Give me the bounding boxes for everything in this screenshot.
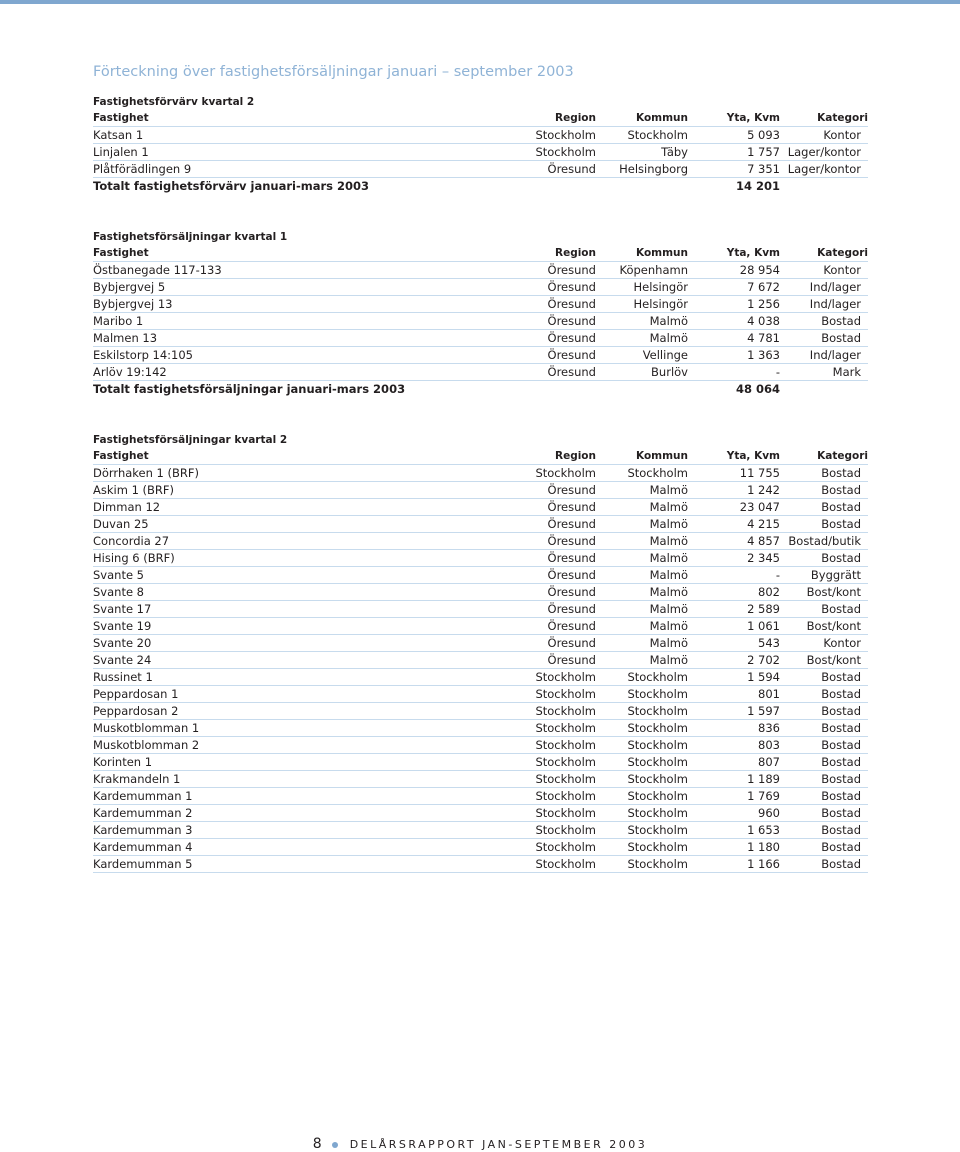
cell-fastighet: Korinten 1 bbox=[93, 755, 153, 769]
cell-kommun: Malmö bbox=[649, 483, 688, 497]
header-kommun: Kommun bbox=[636, 112, 688, 124]
cell-fastighet: Bybjergvej 5 bbox=[93, 280, 166, 294]
bullet-dot bbox=[332, 1142, 338, 1148]
cell-kategori: Bost/kont bbox=[806, 619, 861, 633]
top-accent-bar bbox=[0, 0, 960, 4]
cell-kategori: Bostad bbox=[821, 857, 861, 871]
cell-yta: 1 180 bbox=[747, 840, 780, 854]
cell-fastighet: Linjalen 1 bbox=[93, 145, 149, 159]
cell-fastighet: Peppardosan 2 bbox=[93, 704, 179, 718]
cell-kommun: Köpenhamn bbox=[619, 263, 688, 277]
header-region: Region bbox=[554, 112, 596, 124]
cell-fastighet: Muskotblomman 1 bbox=[93, 721, 200, 735]
cell-kategori: Bostad bbox=[821, 466, 861, 480]
cell-yta: 1 757 bbox=[747, 145, 780, 159]
table-row bbox=[93, 279, 868, 296]
table-row bbox=[93, 330, 868, 347]
cell-kategori: Bostad bbox=[821, 687, 861, 701]
cell-yta: 7 672 bbox=[747, 280, 780, 294]
cell-region: Stockholm bbox=[535, 704, 596, 718]
cell-kategori: Bostad bbox=[821, 314, 861, 328]
cell-fastighet: Svante 24 bbox=[93, 653, 152, 667]
cell-kommun: Stockholm bbox=[627, 466, 688, 480]
cell-kategori: Bostad bbox=[821, 806, 861, 820]
cell-region: Stockholm bbox=[535, 128, 596, 142]
cell-yta: 836 bbox=[758, 721, 780, 735]
total-label: Totalt fastighetsförvärv januari-mars 2003 bbox=[93, 179, 370, 193]
cell-yta: 2 345 bbox=[747, 551, 780, 565]
cell-region: Stockholm bbox=[535, 687, 596, 701]
section-title: Fastighetsförsäljningar kvartal 2 bbox=[93, 434, 288, 446]
table-row bbox=[93, 567, 868, 584]
table-row bbox=[93, 127, 868, 144]
cell-yta: 4 038 bbox=[747, 314, 780, 328]
cell-kategori: Bostad bbox=[821, 483, 861, 497]
cell-yta: 4 857 bbox=[747, 534, 780, 548]
total-value: 14 201 bbox=[735, 179, 780, 193]
cell-yta: 11 755 bbox=[739, 466, 780, 480]
cell-kommun: Stockholm bbox=[627, 823, 688, 837]
cell-kommun: Stockholm bbox=[627, 840, 688, 854]
cell-yta: 4 781 bbox=[747, 331, 780, 345]
table-row bbox=[93, 839, 868, 856]
table-row bbox=[93, 313, 868, 330]
cell-fastighet: Kardemumman 5 bbox=[93, 857, 193, 871]
cell-kommun: Stockholm bbox=[627, 128, 688, 142]
cell-kommun: Malmö bbox=[649, 551, 688, 565]
cell-fastighet: Arlöv 19:142 bbox=[93, 365, 167, 379]
cell-yta: 28 954 bbox=[739, 263, 780, 277]
header-kommun: Kommun bbox=[636, 247, 688, 259]
cell-yta: 1 363 bbox=[747, 348, 780, 362]
cell-yta: 1 256 bbox=[747, 297, 780, 311]
table-row bbox=[93, 364, 868, 381]
cell-yta: 801 bbox=[758, 687, 780, 701]
cell-region: Öresund bbox=[547, 602, 596, 616]
table-row bbox=[93, 161, 868, 178]
cell-kategori: Bost/kont bbox=[806, 585, 861, 599]
table-row bbox=[93, 584, 868, 601]
table-row bbox=[93, 296, 868, 313]
header-kategori: Kategori bbox=[817, 450, 868, 462]
cell-yta: 1 594 bbox=[747, 670, 780, 684]
cell-region: Stockholm bbox=[535, 789, 596, 803]
cell-region: Öresund bbox=[547, 551, 596, 565]
cell-kategori: Bostad bbox=[821, 670, 861, 684]
cell-kategori: Bostad bbox=[821, 840, 861, 854]
table-row bbox=[93, 635, 868, 652]
cell-yta: 23 047 bbox=[739, 500, 780, 514]
table-row bbox=[93, 703, 868, 720]
table-row bbox=[93, 737, 868, 754]
cell-kategori: Bostad bbox=[821, 551, 861, 565]
cell-kategori: Bostad bbox=[821, 500, 861, 514]
cell-kommun: Malmö bbox=[649, 636, 688, 650]
cell-region: Öresund bbox=[547, 517, 596, 531]
cell-kategori: Bostad bbox=[821, 517, 861, 531]
cell-fastighet: Concordia 27 bbox=[93, 534, 170, 548]
cell-kategori: Kontor bbox=[823, 263, 861, 277]
cell-kommun: Malmö bbox=[649, 314, 688, 328]
cell-kommun: Täby bbox=[661, 145, 688, 159]
total-value: 48 064 bbox=[735, 382, 780, 396]
section-title: Fastighetsförvärv kvartal 2 bbox=[93, 96, 255, 108]
table-row bbox=[93, 144, 868, 161]
cell-kommun: Stockholm bbox=[627, 704, 688, 718]
table-row bbox=[93, 482, 868, 499]
table-row bbox=[93, 822, 868, 839]
table-row bbox=[93, 618, 868, 635]
cell-region: Öresund bbox=[547, 653, 596, 667]
cell-region: Öresund bbox=[547, 162, 596, 176]
cell-kommun: Stockholm bbox=[627, 687, 688, 701]
cell-fastighet: Bybjergvej 13 bbox=[93, 297, 173, 311]
cell-kategori: Bostad bbox=[821, 721, 861, 735]
cell-kategori: Bostad bbox=[821, 602, 861, 616]
cell-fastighet: Dörrhaken 1 (BRF) bbox=[93, 466, 199, 480]
table-row bbox=[93, 465, 868, 482]
cell-kommun: Malmö bbox=[649, 602, 688, 616]
cell-fastighet: Östbanegade 117-133 bbox=[93, 263, 222, 277]
header-yta: Yta, Kvm bbox=[726, 112, 780, 124]
cell-yta: 807 bbox=[758, 755, 780, 769]
cell-region: Öresund bbox=[547, 348, 596, 362]
cell-kategori: Lager/kontor bbox=[787, 162, 861, 176]
cell-region: Stockholm bbox=[535, 738, 596, 752]
cell-yta: - bbox=[775, 568, 780, 582]
section-sales-q1 bbox=[93, 229, 868, 398]
cell-region: Öresund bbox=[547, 534, 596, 548]
cell-kommun: Malmö bbox=[649, 500, 688, 514]
cell-fastighet: Peppardosan 1 bbox=[93, 687, 179, 701]
cell-kategori: Ind/lager bbox=[809, 297, 861, 311]
cell-region: Öresund bbox=[547, 568, 596, 582]
cell-kategori: Bostad bbox=[821, 823, 861, 837]
cell-yta: 543 bbox=[758, 636, 780, 650]
cell-region: Stockholm bbox=[535, 772, 596, 786]
cell-fastighet: Maribo 1 bbox=[93, 314, 144, 328]
cell-kategori: Bostad bbox=[821, 738, 861, 752]
cell-region: Stockholm bbox=[535, 806, 596, 820]
cell-kommun: Malmö bbox=[649, 534, 688, 548]
cell-region: Öresund bbox=[547, 636, 596, 650]
cell-yta: 1 061 bbox=[747, 619, 780, 633]
table-row bbox=[93, 652, 868, 669]
cell-fastighet: Plåtförädlingen 9 bbox=[93, 162, 192, 176]
total-row bbox=[93, 381, 868, 398]
cell-region: Stockholm bbox=[535, 755, 596, 769]
cell-kategori: Mark bbox=[832, 365, 861, 379]
table-header-row bbox=[93, 245, 868, 262]
cell-yta: 2 589 bbox=[747, 602, 780, 616]
table-row bbox=[93, 499, 868, 516]
cell-region: Stockholm bbox=[535, 823, 596, 837]
cell-kommun: Malmö bbox=[649, 568, 688, 582]
cell-kategori: Kontor bbox=[823, 636, 861, 650]
cell-kommun: Vellinge bbox=[642, 348, 688, 362]
footer-report-title: DELÅRSRAPPORT JAN-SEPTEMBER 2003 bbox=[349, 1138, 648, 1151]
cell-fastighet: Svante 8 bbox=[93, 585, 144, 599]
header-yta: Yta, Kvm bbox=[726, 247, 780, 259]
cell-fastighet: Svante 19 bbox=[93, 619, 152, 633]
cell-region: Öresund bbox=[547, 280, 596, 294]
cell-yta: 1 597 bbox=[747, 704, 780, 718]
cell-kommun: Stockholm bbox=[627, 670, 688, 684]
cell-yta: 960 bbox=[758, 806, 780, 820]
cell-fastighet: Kardemumman 3 bbox=[93, 823, 193, 837]
cell-yta: 802 bbox=[758, 585, 780, 599]
cell-kommun: Stockholm bbox=[627, 721, 688, 735]
cell-kommun: Stockholm bbox=[627, 738, 688, 752]
cell-yta: 803 bbox=[758, 738, 780, 752]
header-kategori: Kategori bbox=[817, 247, 868, 259]
cell-fastighet: Duvan 25 bbox=[93, 517, 149, 531]
cell-fastighet: Muskotblomman 2 bbox=[93, 738, 200, 752]
cell-fastighet: Hising 6 (BRF) bbox=[93, 551, 175, 565]
header-region: Region bbox=[554, 247, 596, 259]
cell-kommun: Malmö bbox=[649, 585, 688, 599]
section-sales-q2 bbox=[93, 432, 868, 873]
table-row bbox=[93, 516, 868, 533]
cell-kommun: Helsingborg bbox=[619, 162, 688, 176]
table-row bbox=[93, 669, 868, 686]
table-row bbox=[93, 533, 868, 550]
cell-kommun: Stockholm bbox=[627, 789, 688, 803]
table-row bbox=[93, 720, 868, 737]
cell-kategori: Bost/kont bbox=[806, 653, 861, 667]
cell-region: Öresund bbox=[547, 263, 596, 277]
cell-fastighet: Askim 1 (BRF) bbox=[93, 483, 175, 497]
cell-region: Stockholm bbox=[535, 466, 596, 480]
table-header-row bbox=[93, 110, 868, 127]
cell-kategori: Lager/kontor bbox=[787, 145, 861, 159]
header-fastighet: Fastighet bbox=[93, 247, 149, 259]
table-row bbox=[93, 601, 868, 618]
cell-yta: 1 653 bbox=[747, 823, 780, 837]
cell-region: Stockholm bbox=[535, 857, 596, 871]
header-kategori: Kategori bbox=[817, 112, 868, 124]
cell-kommun: Malmö bbox=[649, 619, 688, 633]
total-row bbox=[93, 178, 868, 195]
header-fastighet: Fastighet bbox=[93, 450, 149, 462]
cell-region: Öresund bbox=[547, 483, 596, 497]
cell-kategori: Bostad/butik bbox=[788, 534, 861, 548]
section-acquisitions-q2 bbox=[93, 94, 868, 195]
cell-kategori: Kontor bbox=[823, 128, 861, 142]
cell-kategori: Ind/lager bbox=[809, 280, 861, 294]
cell-fastighet: Svante 17 bbox=[93, 602, 152, 616]
cell-kommun: Helsingör bbox=[633, 297, 688, 311]
header-kommun: Kommun bbox=[636, 450, 688, 462]
cell-region: Stockholm bbox=[535, 145, 596, 159]
cell-yta: 1 242 bbox=[747, 483, 780, 497]
cell-fastighet: Eskilstorp 14:105 bbox=[93, 348, 193, 362]
cell-region: Öresund bbox=[547, 585, 596, 599]
cell-fastighet: Malmen 13 bbox=[93, 331, 158, 345]
cell-fastighet: Kardemumman 2 bbox=[93, 806, 193, 820]
cell-yta: 4 215 bbox=[747, 517, 780, 531]
cell-fastighet: Kardemumman 4 bbox=[93, 840, 193, 854]
cell-kommun: Malmö bbox=[649, 653, 688, 667]
cell-fastighet: Svante 5 bbox=[93, 568, 144, 582]
cell-fastighet: Dimman 12 bbox=[93, 500, 161, 514]
table-row bbox=[93, 788, 868, 805]
header-region: Region bbox=[554, 450, 596, 462]
cell-region: Öresund bbox=[547, 314, 596, 328]
cell-yta: - bbox=[775, 365, 780, 379]
cell-region: Öresund bbox=[547, 365, 596, 379]
page-title: Förteckning över fastighetsförsäljningar januari – september 2003 bbox=[93, 64, 574, 80]
cell-yta: 1 166 bbox=[747, 857, 780, 871]
cell-kategori: Bostad bbox=[821, 704, 861, 718]
cell-yta: 7 351 bbox=[747, 162, 780, 176]
cell-fastighet: Russinet 1 bbox=[93, 670, 153, 684]
header-yta: Yta, Kvm bbox=[726, 450, 780, 462]
cell-fastighet: Kardemumman 1 bbox=[93, 789, 193, 803]
cell-yta: 1 769 bbox=[747, 789, 780, 803]
cell-kommun: Burlöv bbox=[651, 365, 688, 379]
cell-yta: 1 189 bbox=[747, 772, 780, 786]
cell-kommun: Malmö bbox=[649, 517, 688, 531]
cell-region: Öresund bbox=[547, 331, 596, 345]
cell-kategori: Bostad bbox=[821, 789, 861, 803]
cell-kategori: Bostad bbox=[821, 755, 861, 769]
cell-kommun: Malmö bbox=[649, 331, 688, 345]
table-row bbox=[93, 805, 868, 822]
header-fastighet: Fastighet bbox=[93, 112, 149, 124]
table-row bbox=[93, 771, 868, 788]
cell-fastighet: Krakmandeln 1 bbox=[93, 772, 181, 786]
cell-kategori: Byggrätt bbox=[810, 568, 861, 582]
cell-kommun: Stockholm bbox=[627, 857, 688, 871]
cell-region: Stockholm bbox=[535, 840, 596, 854]
table-header-row bbox=[93, 448, 868, 465]
cell-kommun: Stockholm bbox=[627, 755, 688, 769]
table-row bbox=[93, 686, 868, 703]
table-row bbox=[93, 856, 868, 873]
cell-kommun: Stockholm bbox=[627, 772, 688, 786]
cell-region: Stockholm bbox=[535, 721, 596, 735]
cell-fastighet: Svante 20 bbox=[93, 636, 152, 650]
cell-kategori: Bostad bbox=[821, 331, 861, 345]
table-row bbox=[93, 550, 868, 567]
cell-yta: 5 093 bbox=[747, 128, 780, 142]
cell-kommun: Helsingör bbox=[633, 280, 688, 294]
table-row bbox=[93, 754, 868, 771]
total-label: Totalt fastighetsförsäljningar januari-mars 2003 bbox=[93, 382, 406, 396]
page-number: 8 bbox=[312, 1136, 322, 1152]
cell-fastighet: Katsan 1 bbox=[93, 128, 144, 142]
section-title: Fastighetsförsäljningar kvartal 1 bbox=[93, 231, 288, 243]
cell-kategori: Bostad bbox=[821, 772, 861, 786]
table-row bbox=[93, 347, 868, 364]
table-row bbox=[93, 262, 868, 279]
cell-kategori: Ind/lager bbox=[809, 348, 861, 362]
cell-kommun: Stockholm bbox=[627, 806, 688, 820]
cell-region: Öresund bbox=[547, 619, 596, 633]
cell-yta: 2 702 bbox=[747, 653, 780, 667]
cell-region: Öresund bbox=[547, 297, 596, 311]
cell-region: Stockholm bbox=[535, 670, 596, 684]
cell-region: Öresund bbox=[547, 500, 596, 514]
